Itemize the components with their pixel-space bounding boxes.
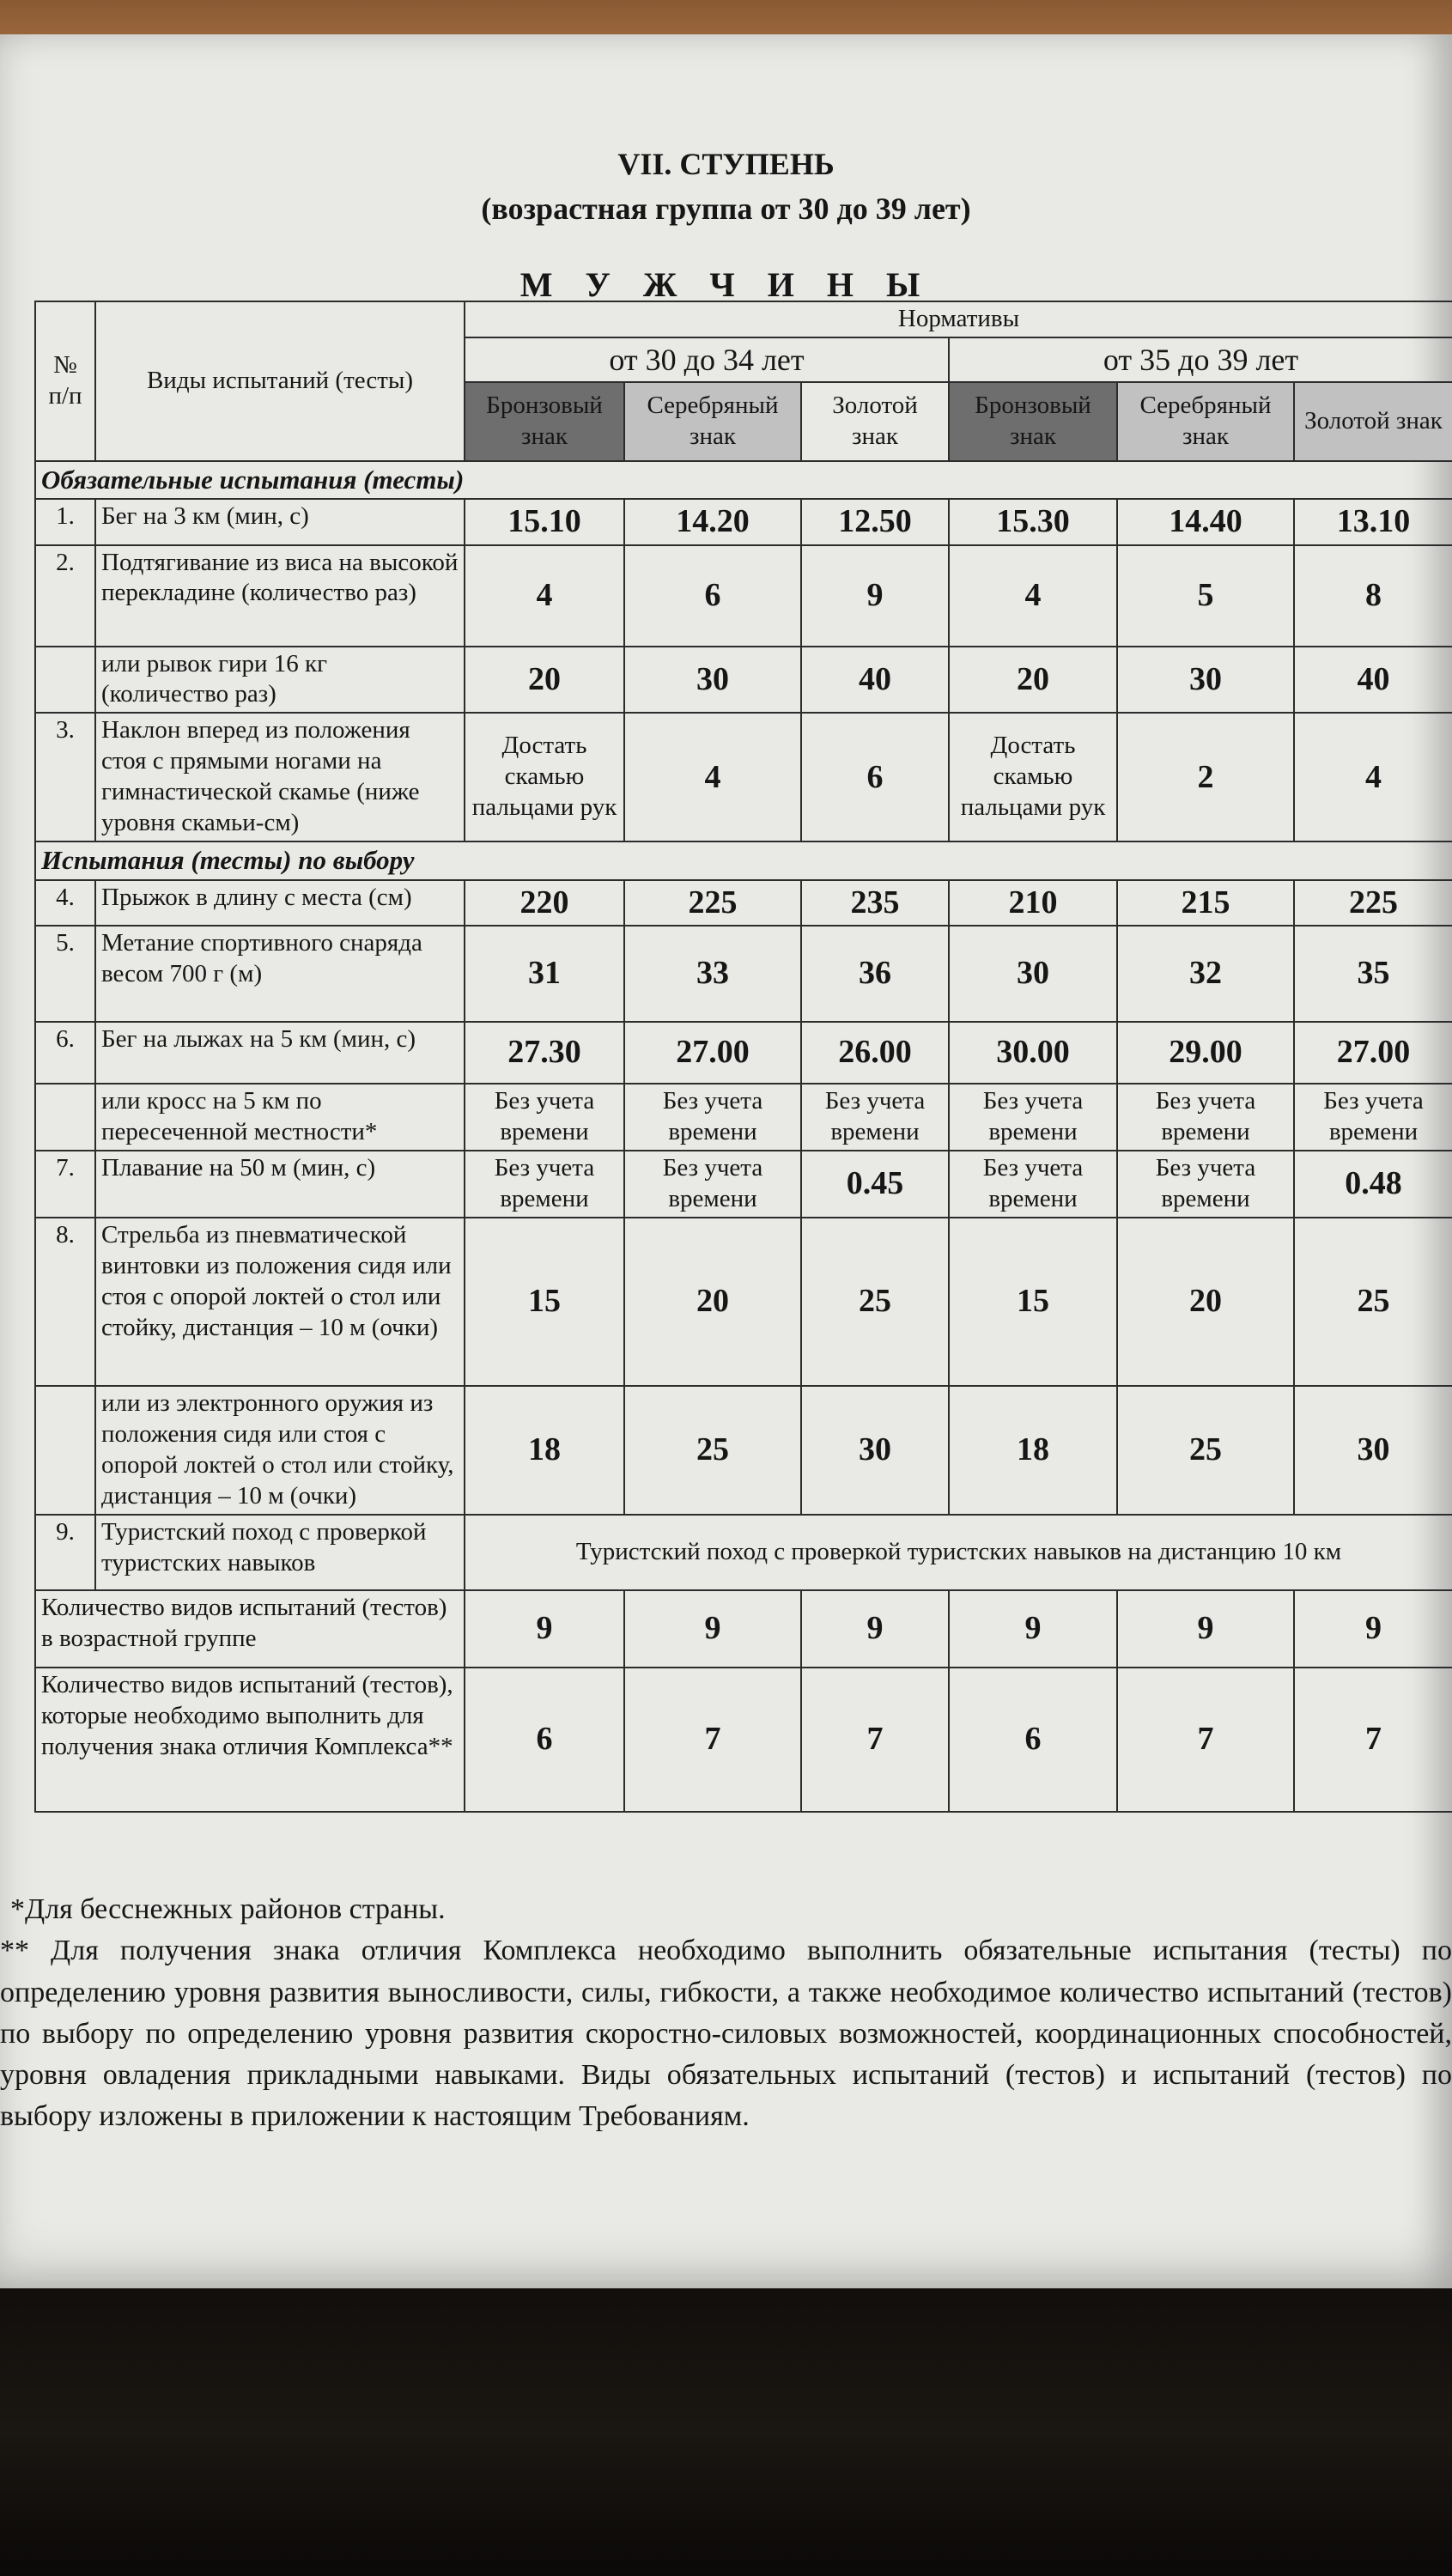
row-number: 1. bbox=[35, 499, 95, 544]
norm-value: 29.00 bbox=[1117, 1022, 1294, 1084]
row-number: 5. bbox=[35, 926, 95, 1022]
total-value: 7 bbox=[801, 1668, 949, 1812]
norm-value: 20 bbox=[624, 1218, 801, 1386]
test-name: Стрельба из пневматической винтовки из положения сидя или стоя с опорой локтей о стол или стойку, дистанция – 10 м (очки) bbox=[95, 1218, 465, 1386]
norm-value: 8 bbox=[1294, 545, 1452, 647]
norm-value: 30 bbox=[801, 1386, 949, 1515]
norm-value: 25 bbox=[1117, 1386, 1294, 1515]
norm-value: 20 bbox=[1117, 1218, 1294, 1386]
norm-value: 25 bbox=[801, 1218, 949, 1386]
table-row bbox=[35, 926, 1452, 1022]
total-value: 7 bbox=[1117, 1668, 1294, 1812]
norm-value: 35 bbox=[1294, 926, 1452, 1022]
section-mandatory: Обязательные испытания (тесты) bbox=[35, 461, 1452, 499]
norm-value: Без учета времени bbox=[624, 1084, 801, 1151]
norm-value: 220 bbox=[465, 880, 624, 926]
row-number bbox=[35, 1084, 95, 1151]
footnote-1: *Для бесснежных районов страны. bbox=[10, 1893, 446, 1925]
norm-value: 32 bbox=[1117, 926, 1294, 1022]
norm-value: 235 bbox=[801, 880, 949, 926]
document-page bbox=[0, 34, 1452, 2288]
header-age-30-34: от 30 до 34 лет bbox=[465, 337, 949, 382]
header-norms: Нормативы bbox=[465, 301, 1452, 337]
total-value: 6 bbox=[465, 1668, 624, 1812]
norm-value: 5 bbox=[1117, 545, 1294, 647]
norm-value: 27.00 bbox=[624, 1022, 801, 1084]
norm-value: Достать скамью пальцами рук bbox=[465, 713, 624, 841]
total-value: 9 bbox=[1117, 1590, 1294, 1668]
norm-value: Без учета времени bbox=[1117, 1151, 1294, 1218]
row-number: 8. bbox=[35, 1218, 95, 1386]
norm-value: 40 bbox=[1294, 647, 1452, 714]
total-row bbox=[35, 1668, 1452, 1812]
total-value: 9 bbox=[1294, 1590, 1452, 1668]
header-age-35-39: от 35 до 39 лет bbox=[949, 337, 1452, 382]
norm-value: 4 bbox=[1294, 713, 1452, 841]
norm-value: 4 bbox=[465, 545, 624, 647]
norm-value: 15.30 bbox=[949, 499, 1117, 544]
total-value: 7 bbox=[624, 1668, 801, 1812]
row-number: 7. bbox=[35, 1151, 95, 1218]
norm-value: Без учета времени bbox=[624, 1151, 801, 1218]
total-row bbox=[35, 1590, 1452, 1668]
section-optional: Испытания (тесты) по выбору bbox=[35, 841, 1452, 879]
norm-value: 2 bbox=[1117, 713, 1294, 841]
norm-value: 225 bbox=[1294, 880, 1452, 926]
norm-value: Без учета времени bbox=[949, 1151, 1117, 1218]
test-name: Наклон вперед из положения стоя с прямыми ногами на гимнастической скамье (ниже уровня скамьи-см) bbox=[95, 713, 465, 841]
row-number: 3. bbox=[35, 713, 95, 841]
norm-value: 4 bbox=[949, 545, 1117, 647]
norm-value: 25 bbox=[624, 1386, 801, 1515]
norm-value: 33 bbox=[624, 926, 801, 1022]
norm-value: 18 bbox=[465, 1386, 624, 1515]
table-row bbox=[35, 1515, 1452, 1590]
norm-value: 36 bbox=[801, 926, 949, 1022]
norm-value: Без учета времени bbox=[465, 1084, 624, 1151]
header-silver-a: Серебряный знак bbox=[624, 382, 801, 461]
table-row bbox=[35, 1022, 1452, 1084]
merged-norm: Туристский поход с проверкой туристских навыков на дистанцию 10 км bbox=[465, 1515, 1452, 1590]
norm-value: Без учета времени bbox=[1294, 1084, 1452, 1151]
norm-value: 20 bbox=[949, 647, 1117, 714]
norm-value: 15.10 bbox=[465, 499, 624, 544]
norm-value: 25 bbox=[1294, 1218, 1452, 1386]
header-silver-b: Серебряный знак bbox=[1117, 382, 1294, 461]
test-name: или кросс на 5 км по пересеченной местности* bbox=[95, 1084, 465, 1151]
norm-value: Достать скамью пальцами рук bbox=[949, 713, 1117, 841]
total-value: 9 bbox=[801, 1590, 949, 1668]
table-row bbox=[35, 713, 1452, 841]
header-bronze-b: Бронзовый знак bbox=[949, 382, 1117, 461]
norm-value: Без учета времени bbox=[465, 1151, 624, 1218]
norm-value: 20 bbox=[465, 647, 624, 714]
total-label: Количество видов испытаний (тестов), которые необходимо выполнить для получения знака отличия Комплекса** bbox=[35, 1668, 465, 1812]
totals-rows bbox=[35, 1590, 1452, 1812]
norm-value: 27.00 bbox=[1294, 1022, 1452, 1084]
test-name: Метание спортивного снаряда весом 700 г (м) bbox=[95, 926, 465, 1022]
norm-value: Без учета времени bbox=[801, 1084, 949, 1151]
optional-rows bbox=[35, 880, 1452, 1590]
norm-value: 15 bbox=[465, 1218, 624, 1386]
table-row bbox=[35, 1151, 1452, 1218]
norm-value: 15 bbox=[949, 1218, 1117, 1386]
test-name: Плавание на 50 м (мин, с) bbox=[95, 1151, 465, 1218]
table-row bbox=[35, 1386, 1452, 1515]
norm-value: 210 bbox=[949, 880, 1117, 926]
test-name: или из электронного оружия из положения сидя или стоя с опорой локтей о стол или стойку, дистанция – 10 м (очки) bbox=[95, 1386, 465, 1515]
header-bronze-a: Бронзовый знак bbox=[465, 382, 624, 461]
header-number: № п/п bbox=[35, 301, 95, 461]
norm-value: 0.45 bbox=[801, 1151, 949, 1218]
norm-value: 27.30 bbox=[465, 1022, 624, 1084]
footnote-2: ** Для получения знака отличия Комплекса необходимо выполнить обязательные испытания (тесты) по определению уровня развития выносливости, силы, гибкости, а также необходимое количество испытаний (тестов) по выбору по определению уровня развития скоростно-силовых возможностей, координационных способностей, уровня овладения прикладными навыками. Виды обязательных испытаний (тестов) и испытаний (тестов) по выбору изложены в приложении к настоящим Требованиям. bbox=[0, 1935, 1452, 2133]
mandatory-rows bbox=[35, 499, 1452, 841]
norm-value: 26.00 bbox=[801, 1022, 949, 1084]
test-name: Прыжок в длину с места (см) bbox=[95, 880, 465, 926]
test-name: Бег на 3 км (мин, с) bbox=[95, 499, 465, 544]
row-number bbox=[35, 1386, 95, 1515]
row-number: 9. bbox=[35, 1515, 95, 1590]
norm-value: 30 bbox=[1294, 1386, 1452, 1515]
norm-value: Без учета времени bbox=[1117, 1084, 1294, 1151]
row-number bbox=[35, 647, 95, 714]
age-group-subtitle: (возрастная группа от 30 до 39 лет) bbox=[481, 191, 971, 226]
norm-value: 40 bbox=[801, 647, 949, 714]
norm-value: 13.10 bbox=[1294, 499, 1452, 544]
norm-value: 9 bbox=[801, 545, 949, 647]
test-name: Бег на лыжах на 5 км (мин, с) bbox=[95, 1022, 465, 1084]
norm-value: 14.20 bbox=[624, 499, 801, 544]
norm-value: 30 bbox=[624, 647, 801, 714]
norm-value: Без учета времени bbox=[949, 1084, 1117, 1151]
total-value: 9 bbox=[624, 1590, 801, 1668]
header-gold-a: Золотой знак bbox=[801, 382, 949, 461]
norm-value: 30.00 bbox=[949, 1022, 1117, 1084]
total-label: Количество видов испытаний (тестов) в возрастной группе bbox=[35, 1590, 465, 1668]
norm-value: 18 bbox=[949, 1386, 1117, 1515]
norm-value: 30 bbox=[1117, 647, 1294, 714]
norm-value: 12.50 bbox=[801, 499, 949, 544]
norm-value: 0.48 bbox=[1294, 1151, 1452, 1218]
stage-title: VII. СТУПЕНЬ bbox=[617, 147, 835, 181]
total-value: 7 bbox=[1294, 1668, 1452, 1812]
table-row bbox=[35, 499, 1452, 544]
total-value: 9 bbox=[465, 1590, 624, 1668]
norm-value: 30 bbox=[949, 926, 1117, 1022]
footnotes bbox=[0, 1889, 1452, 2138]
norm-value: 225 bbox=[624, 880, 801, 926]
norm-value: 6 bbox=[624, 545, 801, 647]
norm-value: 215 bbox=[1117, 880, 1294, 926]
table-row bbox=[35, 545, 1452, 647]
header-tests: Виды испытаний (тесты) bbox=[95, 301, 465, 461]
norm-value: 14.40 bbox=[1117, 499, 1294, 544]
row-number: 2. bbox=[35, 545, 95, 647]
norm-value: 4 bbox=[624, 713, 801, 841]
norm-value: 31 bbox=[465, 926, 624, 1022]
norm-value: 6 bbox=[801, 713, 949, 841]
row-number: 4. bbox=[35, 880, 95, 926]
row-number: 6. bbox=[35, 1022, 95, 1084]
table-row bbox=[35, 647, 1452, 714]
table-row bbox=[35, 1084, 1452, 1151]
header-gold-b: Золотой знак bbox=[1294, 382, 1452, 461]
norms-table bbox=[34, 301, 1452, 1813]
test-name: или рывок гири 16 кг (количество раз) bbox=[95, 647, 465, 714]
table-row bbox=[35, 880, 1452, 926]
test-name: Туристский поход с проверкой туристских навыков bbox=[95, 1515, 465, 1590]
table-row bbox=[35, 1218, 1452, 1386]
test-name: Подтягивание из виса на высокой перекладине (количество раз) bbox=[95, 545, 465, 647]
total-value: 6 bbox=[949, 1668, 1117, 1812]
total-value: 9 bbox=[949, 1590, 1117, 1668]
gender-heading: М У Ж Ч И Н Ы bbox=[519, 265, 933, 304]
